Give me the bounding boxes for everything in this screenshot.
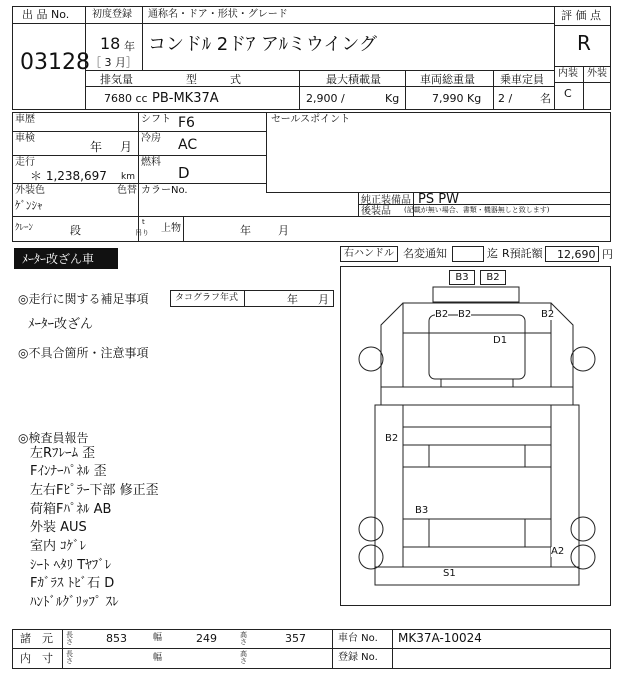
length-label: 長さ [66, 631, 73, 646]
rating-label: 評 価 点 [561, 9, 601, 22]
exterior-label: 外装 [587, 68, 607, 79]
color-code-label: 色替 [117, 185, 137, 196]
exterior-color-label: 外装色 [15, 185, 45, 196]
sales-point-label: セールスポイント [271, 114, 351, 125]
mileage-label: 走行 [15, 157, 35, 168]
inspector-line: Fｲﾝﾅｰﾊﾟﾈﾙ 歪 [30, 464, 107, 479]
inspector-line: Fｶﾞﾗｽ ﾄﾋﾞ石 D [30, 576, 115, 591]
crane-label: ｸﾚｰﾝ [15, 223, 34, 233]
crane-ton-1: t [142, 218, 145, 226]
mark-b3-front: B3 [449, 270, 475, 285]
aftermarket-label: 後装品 [361, 206, 391, 217]
capacity-label: 乗車定員 [500, 73, 544, 86]
inspector-line: 左Rﾌﾚｰﾑ 歪 [30, 446, 96, 461]
mark-b2-front: B2 [480, 270, 506, 285]
payload-value: 2,900 / [306, 92, 345, 105]
rating-value: R [577, 31, 591, 55]
frame-no: MK37A-10024 [398, 631, 482, 645]
reg-label: 登録 No. [338, 652, 378, 663]
inspector-title: ◎検査員報告 [18, 431, 89, 445]
name-label: 通称名・ドア・形状・グレード [148, 9, 288, 20]
mileage-value: ＊ 1,238,697 [30, 169, 107, 183]
genuine-value: PS PW [418, 192, 459, 207]
mileage-unit: km [121, 172, 135, 182]
in-height-label: 高さ [240, 650, 247, 665]
displacement-label: 排気量 [100, 73, 133, 86]
right-hand-label: 右ハンドル [344, 248, 394, 259]
aftermarket-note: (記載が無い場合、書類・機器無しと致します) [404, 206, 550, 214]
mark-b2-left-mirror: B2 [435, 309, 449, 320]
inspector-line: 左右Fﾋﾟﾗｰ下部 修正歪 [30, 483, 159, 498]
crane-ton-2: 吊り [135, 229, 149, 237]
mark-b3-left-body: B3 [415, 505, 429, 516]
first-reg-label: 初度登録 [92, 9, 132, 20]
width-value: 249 [196, 632, 217, 645]
mark-b2-right-mirror: B2 [541, 309, 555, 320]
odometer-tampered-banner: ﾒｰﾀｰ改ざん車 [14, 248, 118, 269]
r-reserve-unit: 円 [602, 248, 613, 261]
shift-value: F6 [178, 115, 195, 131]
mark-a2-rear: A2 [551, 546, 565, 557]
aircon-value: AC [178, 137, 198, 153]
height-label: 高さ [240, 631, 247, 646]
travel-remarks-title: ◎走行に関する補足事項 [18, 292, 149, 306]
upper-month: 月 [278, 224, 289, 237]
name-change-box [452, 246, 484, 262]
r-reserve-value: 12,690 [557, 248, 596, 261]
history-label: 車歴 [15, 114, 35, 125]
damage-diagram [340, 266, 611, 606]
gross-weight-value: 7,990 Kg [432, 92, 482, 105]
inspection-label: 車検 [15, 133, 35, 144]
inspection-year: 年 [90, 140, 103, 154]
mark-d1-windshield: D1 [493, 335, 508, 346]
inspector-line: 外装 AUS [30, 520, 87, 535]
inspector-line: ｼｰﾄ ﾍﾀﾘ Tﾔﾌﾞﾚ [30, 558, 112, 573]
tacho-year: 年 [287, 293, 298, 306]
reg-year-unit: 年 [124, 40, 135, 53]
r-reserve-label: R預託額 [502, 247, 543, 260]
interior-dims-label: 内 寸 [20, 652, 53, 665]
mark-b2-left-body: B2 [385, 433, 399, 444]
mark-b2-cab-center: B2 [458, 309, 472, 320]
aircon-label: 冷房 [141, 133, 161, 144]
truck-outline [341, 267, 610, 605]
fuel-label: 燃料 [141, 157, 161, 168]
inspector-line: 荷箱Fﾊﾟﾈﾙ AB [30, 502, 112, 517]
reg-month: ［ 3 月］ [90, 56, 137, 69]
capacity-value: 2 / [498, 92, 513, 105]
capacity-unit: 名 [540, 92, 551, 105]
model-value: PB-MK37A [152, 91, 219, 106]
interior-label: 内装 [558, 68, 578, 79]
height-value: 357 [285, 632, 306, 645]
cancel-label: 迄 [487, 247, 498, 260]
lot-no-value: 03128 [20, 50, 90, 75]
tacho-month: 月 [318, 293, 329, 306]
shift-label: シフト [141, 114, 171, 125]
genuine-label: 純正装備品 [361, 195, 411, 206]
mark-s1-rear: S1 [443, 568, 456, 579]
width-label: 幅 [153, 633, 163, 643]
in-width-label: 幅 [153, 653, 163, 663]
payload-label: 最大積載量 [326, 73, 381, 86]
exterior-color-value: ｹﾞﾝｼｬ [15, 199, 43, 212]
inspector-line: 室内 ｺｹﾞﾚ [30, 539, 87, 554]
travel-note: ﾒｰﾀｰ改ざん [28, 317, 94, 332]
upper-year: 年 [240, 224, 251, 237]
fuel-value: D [178, 164, 190, 182]
model-label: 型 式 [186, 73, 241, 86]
reg-year: 18 [100, 34, 121, 53]
upper-label: 上物 [161, 223, 181, 234]
color-no-label: カラーNo. [141, 185, 188, 196]
dims-label: 諸 元 [20, 632, 53, 645]
displacement-value: 7680 cc [104, 92, 148, 105]
tacho-label: タコグラフ年式 [175, 293, 239, 303]
car-name: コンドﾙ 2ドｱ アﾙミウイング [148, 34, 377, 55]
payload-unit: Kg [385, 92, 400, 105]
footer-section [12, 629, 611, 669]
defect-title: ◎不具合箇所・注意事項 [18, 346, 149, 360]
gross-weight-label: 車両総重量 [420, 73, 475, 86]
inspector-line: ﾊﾝﾄﾞﾙｸﾞﾘｯﾌﾟ ｽﾚ [30, 595, 119, 610]
name-change-label: 名変通知 [403, 247, 447, 260]
inspection-month: 月 [120, 140, 133, 154]
interior-score: C [564, 87, 572, 100]
length-value: 853 [106, 632, 127, 645]
lot-no-label: 出 品 No. [22, 8, 70, 21]
frame-label: 車台 No. [338, 633, 378, 644]
in-length-label: 長さ [66, 650, 73, 665]
crane-stage: 段 [70, 224, 81, 237]
